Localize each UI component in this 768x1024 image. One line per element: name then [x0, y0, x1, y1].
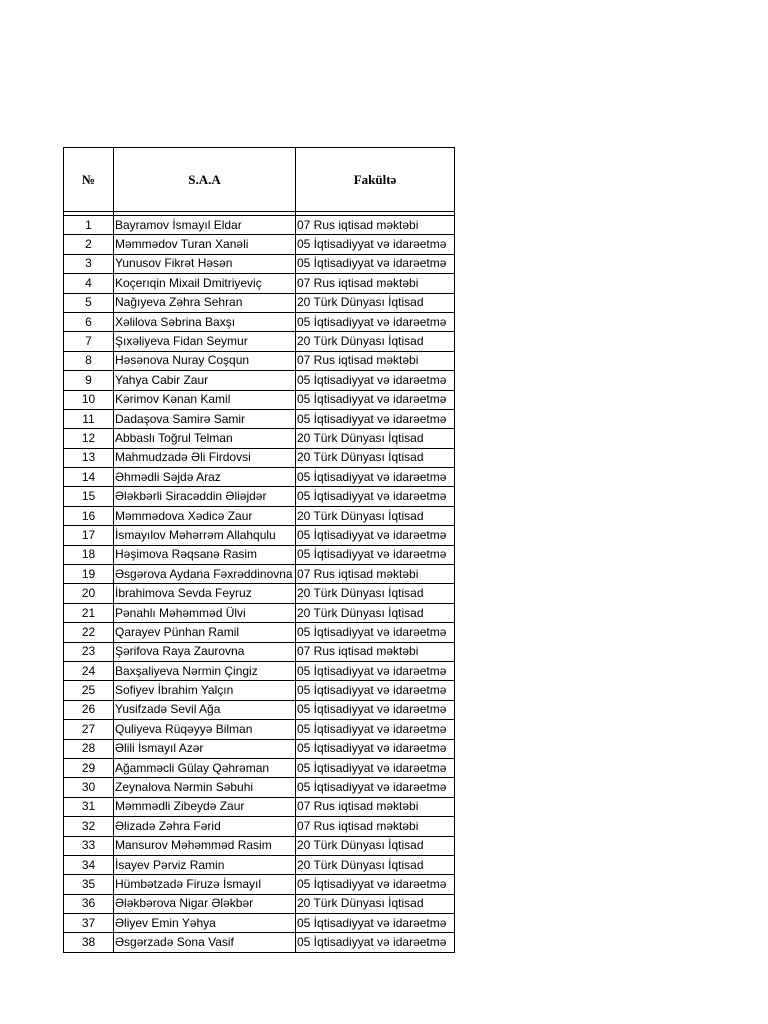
table-row: [64, 623, 455, 642]
row-number-cell: 28: [64, 739, 114, 758]
row-number-cell: 21: [64, 603, 114, 622]
row-number-cell: 4: [64, 274, 114, 293]
row-number-cell: 29: [64, 758, 114, 777]
faculty-cell: 20 Türk Dünyası İqtisad: [296, 836, 455, 855]
student-name-cell: Sofiyev İbrahim Yalçın: [114, 681, 296, 700]
table-row: [64, 797, 455, 816]
table-row: [64, 758, 455, 777]
table-row: [64, 409, 455, 428]
row-number-cell: 10: [64, 390, 114, 409]
table-row: [64, 603, 455, 622]
student-name-cell: Abbaslı Toğrul Telman: [114, 429, 296, 448]
faculty-cell: 05 İqtisadiyyat və idarəetmə: [296, 487, 455, 506]
row-number-cell: 2: [64, 235, 114, 254]
table-row: [64, 448, 455, 467]
faculty-cell: 05 İqtisadiyyat və idarəetmə: [296, 545, 455, 564]
student-name-cell: Ələkbərli Siracəddin Əliəjdər: [114, 487, 296, 506]
student-name-cell: Nağıyeva Zəhra Sehran: [114, 293, 296, 312]
faculty-cell: 05 İqtisadiyyat və idarəetmə: [296, 681, 455, 700]
row-number-cell: 19: [64, 565, 114, 584]
faculty-cell: 07 Rus iqtisad məktəbi: [296, 216, 455, 235]
table-row: [64, 855, 455, 874]
student-name-cell: Əliyev Emin Yəhya: [114, 914, 296, 933]
row-number-cell: 23: [64, 642, 114, 661]
row-number-cell: 13: [64, 448, 114, 467]
faculty-cell: 05 İqtisadiyyat və idarəetmə: [296, 390, 455, 409]
header-faculty: Fakültə: [296, 148, 455, 212]
student-name-cell: Əsgərzadə Sona Vasif: [114, 933, 296, 952]
row-number-cell: 20: [64, 584, 114, 603]
table-row: [64, 545, 455, 564]
faculty-cell: 20 Türk Dünyası İqtisad: [296, 429, 455, 448]
student-name-cell: Məmmədov Turan Xanəli: [114, 235, 296, 254]
row-number-cell: 8: [64, 351, 114, 370]
table-row: [64, 661, 455, 680]
faculty-cell: 07 Rus iqtisad məktəbi: [296, 797, 455, 816]
table-row: [64, 487, 455, 506]
table-row: [64, 933, 455, 952]
faculty-cell: 07 Rus iqtisad məktəbi: [296, 351, 455, 370]
table-row: [64, 565, 455, 584]
table-row: [64, 216, 455, 235]
faculty-cell: 05 İqtisadiyyat və idarəetmə: [296, 875, 455, 894]
row-number-cell: 37: [64, 914, 114, 933]
student-name-cell: Əlili İsmayıl Azər: [114, 739, 296, 758]
row-number-cell: 36: [64, 894, 114, 913]
row-number-cell: 6: [64, 312, 114, 331]
student-name-cell: Yunusov Fikrət Həsən: [114, 254, 296, 273]
table-row: [64, 293, 455, 312]
faculty-cell: 05 İqtisadiyyat və idarəetmə: [296, 254, 455, 273]
student-name-cell: Bayramov İsmayıl Eldar: [114, 216, 296, 235]
row-number-cell: 12: [64, 429, 114, 448]
student-name-cell: Mansurov Məhəmməd Rasim: [114, 836, 296, 855]
faculty-cell: 05 İqtisadiyyat və idarəetmə: [296, 720, 455, 739]
row-number-cell: 15: [64, 487, 114, 506]
header-name: S.A.A: [114, 148, 296, 212]
row-number-cell: 1: [64, 216, 114, 235]
row-number-cell: 31: [64, 797, 114, 816]
student-name-cell: Pənahlı Məhəmməd Ülvi: [114, 603, 296, 622]
student-name-cell: Koçerıqin Mixail Dmitriyeviç: [114, 274, 296, 293]
header-number: №: [64, 148, 114, 212]
table-row: [64, 235, 455, 254]
faculty-cell: 05 İqtisadiyyat və idarəetmə: [296, 758, 455, 777]
table-row: [64, 817, 455, 836]
student-name-cell: Həşimova Rəqsanə Rasim: [114, 545, 296, 564]
student-name-cell: Şərifova Raya Zaurovna: [114, 642, 296, 661]
table-row: [64, 914, 455, 933]
faculty-cell: 07 Rus iqtisad məktəbi: [296, 817, 455, 836]
table-row: [64, 894, 455, 913]
table-row: [64, 274, 455, 293]
table-row: [64, 836, 455, 855]
row-number-cell: 5: [64, 293, 114, 312]
row-number-cell: 38: [64, 933, 114, 952]
table-row: [64, 390, 455, 409]
table-row: [64, 526, 455, 545]
student-name-cell: Hümbətzadə Firuzə İsmayıl: [114, 875, 296, 894]
student-name-cell: Yusifzadə Sevil Ağa: [114, 700, 296, 719]
faculty-cell: 05 İqtisadiyyat və idarəetmə: [296, 739, 455, 758]
student-name-cell: Baxşaliyeva Nərmin Çingiz: [114, 661, 296, 680]
student-name-cell: İbrahimova Sevda Feyruz: [114, 584, 296, 603]
faculty-cell: 05 İqtisadiyyat və idarəetmə: [296, 933, 455, 952]
faculty-cell: 05 İqtisadiyyat və idarəetmə: [296, 235, 455, 254]
faculty-cell: 20 Türk Dünyası İqtisad: [296, 293, 455, 312]
table-row: [64, 506, 455, 525]
faculty-cell: 20 Türk Dünyası İqtisad: [296, 603, 455, 622]
table-row: [64, 700, 455, 719]
student-name-cell: Əhmədli Səjdə Araz: [114, 468, 296, 487]
faculty-cell: 07 Rus iqtisad məktəbi: [296, 642, 455, 661]
faculty-cell: 05 İqtisadiyyat və idarəetmə: [296, 623, 455, 642]
header-row: [64, 148, 455, 212]
faculty-cell: 20 Türk Dünyası İqtisad: [296, 894, 455, 913]
faculty-cell: 07 Rus iqtisad məktəbi: [296, 565, 455, 584]
table-row: [64, 351, 455, 370]
faculty-cell: 05 İqtisadiyyat və idarəetmə: [296, 778, 455, 797]
table-row: [64, 642, 455, 661]
faculty-cell: 05 İqtisadiyyat və idarəetmə: [296, 371, 455, 390]
table-row: [64, 584, 455, 603]
table-header: [64, 148, 455, 212]
student-name-cell: Ələkbərova Nigar Ələkbər: [114, 894, 296, 913]
faculty-cell: 05 İqtisadiyyat və idarəetmə: [296, 468, 455, 487]
row-number-cell: 25: [64, 681, 114, 700]
student-name-cell: Xəlilova Səbrina Baxşı: [114, 312, 296, 331]
student-name-cell: Əsgərova Aydana Fəxrəddinovna: [114, 565, 296, 584]
faculty-cell: 05 İqtisadiyyat və idarəetmə: [296, 526, 455, 545]
student-name-cell: Əlizadə Zəhra Fərid: [114, 817, 296, 836]
student-name-cell: Mahmudzadə Əli Firdovsi: [114, 448, 296, 467]
row-number-cell: 26: [64, 700, 114, 719]
student-name-cell: İsayev Pərviz Ramin: [114, 855, 296, 874]
table-row: [64, 468, 455, 487]
row-number-cell: 17: [64, 526, 114, 545]
table-row: [64, 739, 455, 758]
row-number-cell: 18: [64, 545, 114, 564]
row-number-cell: 35: [64, 875, 114, 894]
student-name-cell: Ağamməcli Gülay Qəhrəman: [114, 758, 296, 777]
table-row: [64, 720, 455, 739]
row-number-cell: 11: [64, 409, 114, 428]
faculty-cell: 20 Türk Dünyası İqtisad: [296, 448, 455, 467]
table-row: [64, 778, 455, 797]
student-name-cell: Həsənova Nuray Coşqun: [114, 351, 296, 370]
faculty-cell: 05 İqtisadiyyat və idarəetmə: [296, 661, 455, 680]
faculty-cell: 05 İqtisadiyyat və idarəetmə: [296, 312, 455, 331]
student-name-cell: İsmayılov Məhərrəm Allahqulu: [114, 526, 296, 545]
student-name-cell: Quliyeva Rüqəyyə Bilman: [114, 720, 296, 739]
student-name-cell: Məmmədova Xədicə Zaur: [114, 506, 296, 525]
faculty-cell: 05 İqtisadiyyat və idarəetmə: [296, 914, 455, 933]
table-row: [64, 254, 455, 273]
row-number-cell: 16: [64, 506, 114, 525]
table-row: [64, 312, 455, 331]
row-number-cell: 22: [64, 623, 114, 642]
table-row: [64, 371, 455, 390]
faculty-cell: 20 Türk Dünyası İqtisad: [296, 584, 455, 603]
student-name-cell: Kərimov Kənan Kamil: [114, 390, 296, 409]
student-name-cell: Zeynalova Nərmin Səbuhi: [114, 778, 296, 797]
faculty-cell: 07 Rus iqtisad məktəbi: [296, 274, 455, 293]
row-number-cell: 9: [64, 371, 114, 390]
row-number-cell: 27: [64, 720, 114, 739]
row-number-cell: 32: [64, 817, 114, 836]
row-number-cell: 7: [64, 332, 114, 351]
row-number-cell: 33: [64, 836, 114, 855]
row-number-cell: 24: [64, 661, 114, 680]
student-name-cell: Məmmədli Zibeydə Zaur: [114, 797, 296, 816]
row-number-cell: 3: [64, 254, 114, 273]
row-number-cell: 14: [64, 468, 114, 487]
student-table: [63, 147, 455, 953]
student-name-cell: Yahya Cabir Zaur: [114, 371, 296, 390]
student-name-cell: Dadaşova Samirə Samir: [114, 409, 296, 428]
table-row: [64, 681, 455, 700]
table-row: [64, 332, 455, 351]
faculty-cell: 20 Türk Dünyası İqtisad: [296, 506, 455, 525]
student-name-cell: Qarayev Pünhan Ramil: [114, 623, 296, 642]
row-number-cell: 30: [64, 778, 114, 797]
table-body: [64, 212, 455, 953]
row-number-cell: 34: [64, 855, 114, 874]
faculty-cell: 05 İqtisadiyyat və idarəetmə: [296, 700, 455, 719]
faculty-cell: 05 İqtisadiyyat və idarəetmə: [296, 409, 455, 428]
table-row: [64, 875, 455, 894]
faculty-cell: 20 Türk Dünyası İqtisad: [296, 855, 455, 874]
faculty-cell: 20 Türk Dünyası İqtisad: [296, 332, 455, 351]
table-row: [64, 429, 455, 448]
student-name-cell: Şıxəliyeva Fidan Seymur: [114, 332, 296, 351]
